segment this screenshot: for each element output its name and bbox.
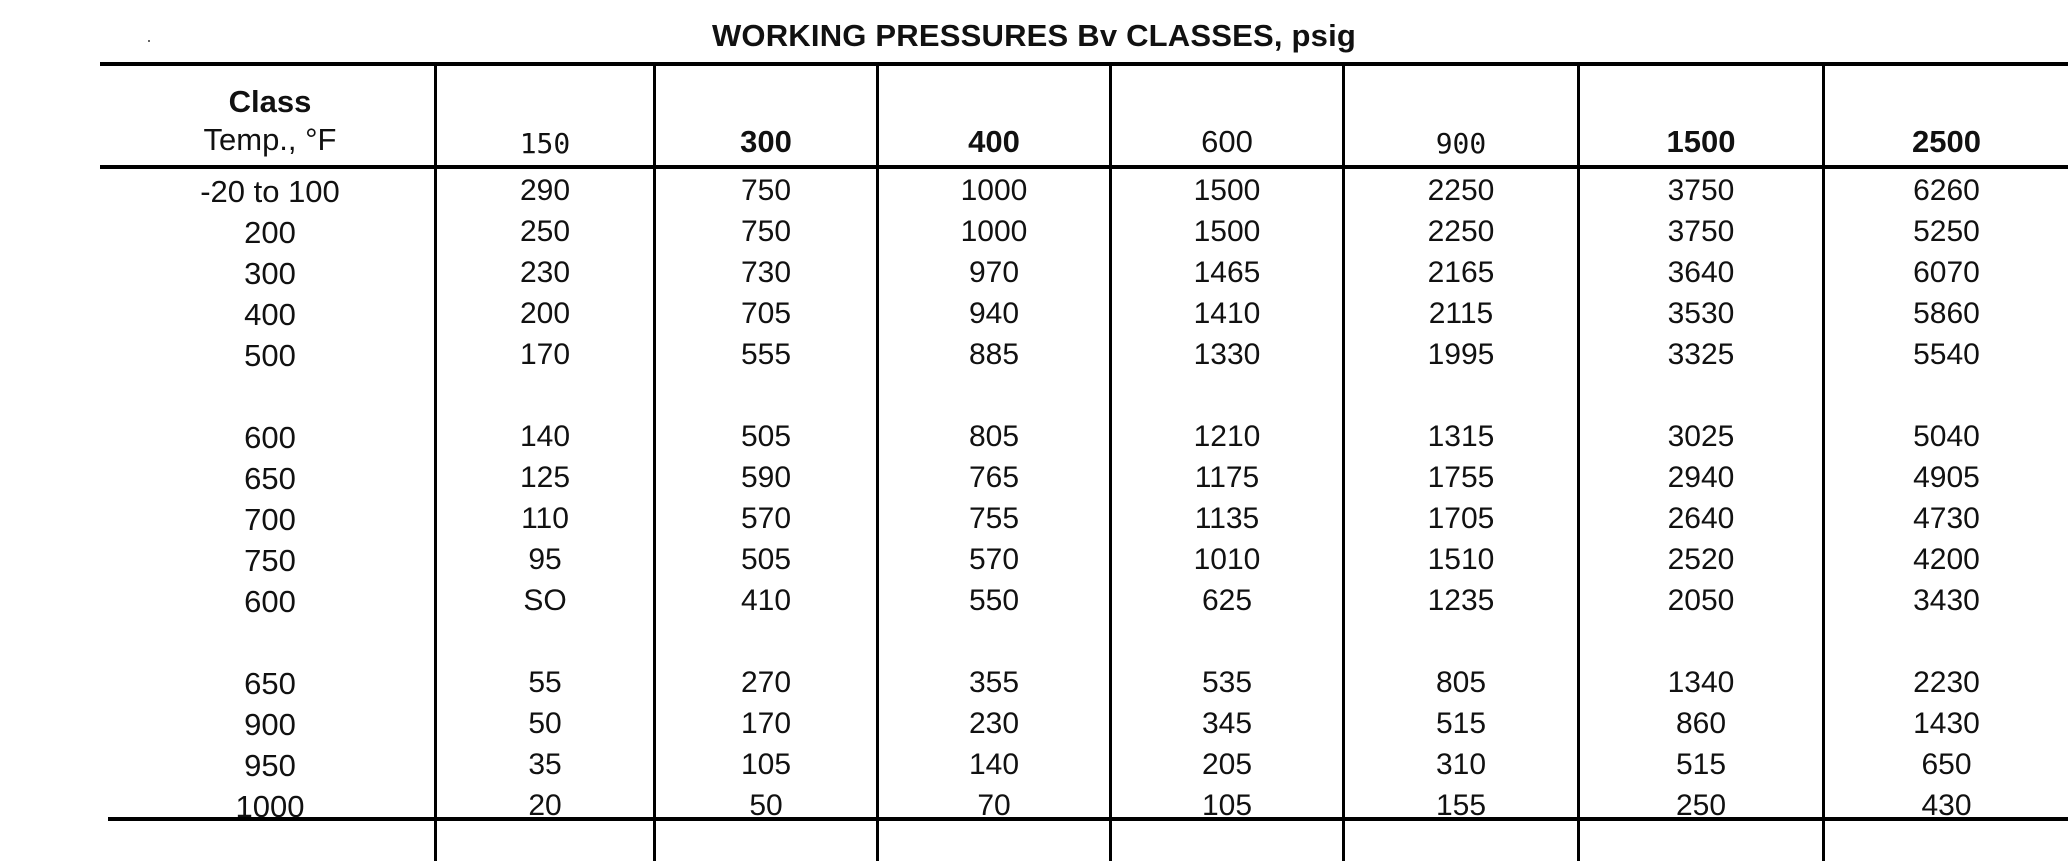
table-cell: 170 xyxy=(519,338,571,371)
table-cell: 105 xyxy=(740,748,792,781)
table-cell: 3325 xyxy=(1667,338,1735,371)
table-cell: 20 xyxy=(528,789,562,822)
table-cell: 1705 xyxy=(1427,502,1495,535)
table-cell: 650 xyxy=(1921,748,1972,781)
table-cell: 805 xyxy=(968,420,1020,453)
table-cell: 550 xyxy=(968,584,1020,617)
top-rule xyxy=(100,62,2068,66)
table-cell: 5860 xyxy=(1913,297,1980,330)
table-cell: 6070 xyxy=(1913,256,1980,289)
table-cell: 4905 xyxy=(1913,461,1980,494)
table-cell: 95 xyxy=(528,543,562,576)
table-cell: 355 xyxy=(968,666,1020,699)
table-cell: 1510 xyxy=(1427,543,1495,576)
table-cell: 4730 xyxy=(1913,502,1980,535)
table-cell: 625 xyxy=(1201,584,1253,617)
column-header: 150 xyxy=(519,127,571,160)
table-cell: 3750 xyxy=(1667,215,1735,248)
table-cell: 3530 xyxy=(1667,297,1735,330)
table-cell: 5040 xyxy=(1913,420,1980,453)
class-label: Class xyxy=(228,84,312,119)
table-cell: 940 xyxy=(968,297,1020,330)
table-cell: 125 xyxy=(519,461,571,494)
table-cell: 1210 xyxy=(1193,420,1261,453)
table-cell: 1500 xyxy=(1193,215,1261,248)
row-temp: 700 xyxy=(244,502,296,537)
row-temp: 750 xyxy=(244,543,296,578)
table-cell: 5250 xyxy=(1913,215,1980,248)
table-cell: 3750 xyxy=(1667,174,1735,207)
row-temp: 900 xyxy=(244,707,296,742)
row-temp: 650 xyxy=(244,666,296,701)
table-cell: 860 xyxy=(1675,707,1727,740)
table-cell: 2640 xyxy=(1667,502,1735,535)
table-cell: 50 xyxy=(749,789,783,822)
row-temp: 1000 xyxy=(235,789,305,824)
table-cell: 35 xyxy=(528,748,562,781)
table-cell: 1330 xyxy=(1193,338,1261,371)
temp-label: Temp., °F xyxy=(203,122,337,157)
table-cell: 50 xyxy=(528,707,562,740)
table-cell: 1135 xyxy=(1194,502,1260,535)
table-cell: 2250 xyxy=(1427,215,1495,248)
table-cell: 140 xyxy=(968,748,1020,781)
table-cell: 2050 xyxy=(1667,584,1735,617)
table-cell: 290 xyxy=(519,174,571,207)
table-cell: 505 xyxy=(740,420,792,453)
table-cell: 70 xyxy=(977,789,1011,822)
table-cell: 3640 xyxy=(1667,256,1735,289)
row-temp: 500 xyxy=(244,338,296,373)
table-cell: 140 xyxy=(519,420,571,453)
table-cell: 4200 xyxy=(1913,543,1980,576)
table-cell: 2940 xyxy=(1667,461,1735,494)
table-cell: 515 xyxy=(1675,748,1727,781)
table-cell: 55 xyxy=(528,666,562,699)
table-cell: 765 xyxy=(968,461,1020,494)
table-cell: 430 xyxy=(1921,789,1972,822)
row-temp: -20 to 100 xyxy=(200,174,340,209)
table-cell: 705 xyxy=(740,297,792,330)
row-temp: 400 xyxy=(244,297,296,332)
table-cell: 2115 xyxy=(1428,297,1494,330)
table-cell: 1000 xyxy=(960,215,1028,248)
column-header: 300 xyxy=(740,124,792,159)
table-cell: 170 xyxy=(740,707,792,740)
table-cell: 250 xyxy=(1675,789,1727,822)
table-cell: 6260 xyxy=(1913,174,1980,207)
column-header: 400 xyxy=(968,124,1020,159)
table-cell: 1315 xyxy=(1427,420,1495,453)
table-cell: 755 xyxy=(968,502,1020,535)
table-title: WORKING PRESSURES Bᴠ CLASSES, psig xyxy=(711,18,1357,53)
column-header: 600 xyxy=(1201,124,1253,159)
column-header: 2500 xyxy=(1912,124,1981,159)
table-cell: 750 xyxy=(740,174,792,207)
row-temp: 950 xyxy=(244,748,296,783)
table-cell: 1235 xyxy=(1427,584,1495,617)
table-cell: 230 xyxy=(968,707,1020,740)
table-cell: 310 xyxy=(1435,748,1487,781)
table-cell: 1995 xyxy=(1427,338,1495,371)
table-cell: 250 xyxy=(519,215,571,248)
column-header: 900 xyxy=(1435,127,1487,160)
header-rule xyxy=(100,165,2068,169)
row-temp: 600 xyxy=(244,584,296,619)
table-cell: 515 xyxy=(1435,707,1487,740)
table-cell: 555 xyxy=(740,338,792,371)
table-cell: 730 xyxy=(740,256,792,289)
row-temp: 300 xyxy=(244,256,296,291)
table-cell: 2520 xyxy=(1667,543,1735,576)
table-cell: 570 xyxy=(968,543,1020,576)
row-temp: 600 xyxy=(244,420,296,455)
table-cell: 205 xyxy=(1201,748,1253,781)
table-cell: 270 xyxy=(740,666,792,699)
table-cell: 1010 xyxy=(1193,543,1261,576)
table-cell: 1430 xyxy=(1913,707,1980,740)
table-cell: 1175 xyxy=(1194,461,1260,494)
table-cell: 410 xyxy=(740,584,792,617)
table-cell: 1755 xyxy=(1427,461,1495,494)
table-cell: 750 xyxy=(740,215,792,248)
row-temp: 650 xyxy=(244,461,296,496)
table-cell: SO xyxy=(523,584,567,617)
table-cell: 1340 xyxy=(1667,666,1735,699)
table-cell: 570 xyxy=(740,502,792,535)
scan-speck xyxy=(148,40,150,42)
column-header: 1500 xyxy=(1666,124,1736,159)
table-cell: 3430 xyxy=(1913,584,1980,617)
table-cell: 535 xyxy=(1201,666,1253,699)
table-cell: 105 xyxy=(1201,789,1253,822)
table-cell: 110 xyxy=(521,502,569,535)
table-cell: 590 xyxy=(740,461,792,494)
table-cell: 155 xyxy=(1435,789,1487,822)
table-cell: 2250 xyxy=(1427,174,1495,207)
table-cell: 805 xyxy=(1435,666,1487,699)
table-cell: 230 xyxy=(519,256,571,289)
table-cell: 970 xyxy=(968,256,1020,289)
table-cell: 2165 xyxy=(1427,256,1495,289)
table-cell: 505 xyxy=(740,543,792,576)
table-cell: 1000 xyxy=(960,174,1028,207)
table-cell: 3025 xyxy=(1667,420,1735,453)
table-cell: 200 xyxy=(519,297,571,330)
table-cell: 2230 xyxy=(1913,666,1980,699)
table-cell: 345 xyxy=(1201,707,1253,740)
table-cell: 885 xyxy=(968,338,1020,371)
table-cell: 1465 xyxy=(1193,256,1261,289)
table-cell: 1410 xyxy=(1193,297,1261,330)
table-cell: 5540 xyxy=(1913,338,1980,371)
row-temp: 200 xyxy=(244,215,296,250)
table-cell: 1500 xyxy=(1193,174,1261,207)
